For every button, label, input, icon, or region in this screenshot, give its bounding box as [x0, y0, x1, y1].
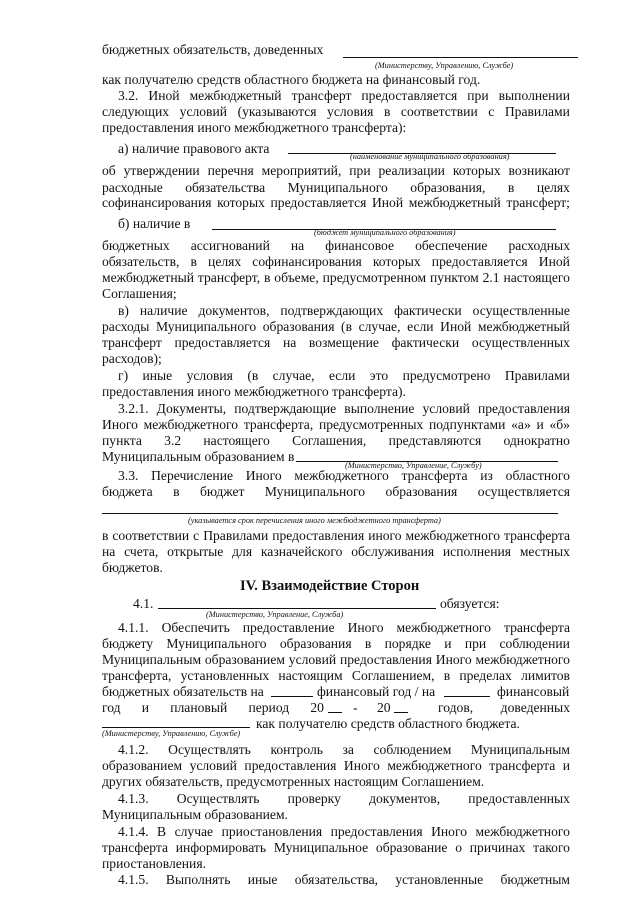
- word: 2.1: [482, 270, 500, 285]
- word: трансферта: [503, 620, 570, 635]
- fill-in-blank: [102, 727, 250, 728]
- word: за: [342, 742, 354, 757]
- text-line: [102, 335, 570, 351]
- word: которых: [372, 254, 421, 269]
- word: случае,: [358, 319, 401, 334]
- word: перечня: [207, 163, 254, 178]
- word: наличие: [139, 303, 188, 318]
- word: возникают: [508, 163, 570, 178]
- word: образования: [262, 319, 335, 334]
- field-caption: (наименование муниципального образования): [350, 152, 510, 161]
- paragraph-4-1-3: [118, 791, 570, 807]
- word: казначейского: [260, 544, 343, 559]
- word: бюджета: [102, 484, 153, 499]
- text-line: [102, 668, 570, 684]
- word: местных: [519, 544, 570, 559]
- word: Выполнять: [165, 872, 231, 887]
- word: в: [507, 180, 515, 195]
- word: образованием: [204, 652, 285, 667]
- word: в: [443, 668, 451, 683]
- word: обязательства: [185, 180, 266, 195]
- word: Муниципального: [264, 484, 366, 499]
- word: предоставления: [330, 824, 423, 839]
- text-line: как получателю средств областного бюджета.: [256, 716, 520, 731]
- word: 20: [310, 700, 324, 715]
- word: предоставляется: [174, 335, 271, 350]
- word: Правилами: [203, 528, 269, 543]
- text-line: [102, 180, 570, 196]
- word: Иной: [440, 319, 472, 334]
- word: г): [118, 368, 129, 383]
- word: о: [455, 840, 462, 855]
- text-line: [102, 840, 570, 856]
- word: 4.1.1.: [118, 620, 149, 635]
- word: областного: [505, 468, 570, 483]
- word: в: [190, 254, 197, 269]
- word: реализации: [378, 163, 445, 178]
- text-line: бюджетных обязательств, доведенных: [102, 42, 324, 57]
- word: на: [282, 335, 297, 350]
- word: возмещение: [308, 335, 379, 350]
- text-line: [102, 270, 570, 286]
- word: в: [263, 270, 271, 285]
- word: межбюджетного: [475, 652, 570, 667]
- clause-c: [118, 303, 570, 319]
- word: фактически: [391, 335, 460, 350]
- word: следующих: [102, 104, 170, 119]
- word: выполнение: [344, 401, 415, 416]
- word: Иного: [102, 417, 138, 432]
- word: случае,: [272, 368, 315, 383]
- word: предоставления: [272, 528, 365, 543]
- word: при: [464, 636, 487, 651]
- paragraph-4-1-2: [118, 742, 570, 758]
- word: бюджету: [102, 636, 154, 651]
- word: настоящего: [203, 433, 270, 448]
- word: Муниципальное: [273, 840, 369, 855]
- word: межбюджетного: [405, 528, 500, 543]
- word: предоставляется: [270, 195, 367, 210]
- word: обслуживания: [351, 544, 435, 559]
- word: лимитов: [521, 668, 570, 683]
- word: (в: [247, 368, 259, 383]
- word: предусмотренных: [318, 417, 424, 432]
- word: подтверждающие: [234, 401, 337, 416]
- word: Муниципального: [287, 180, 388, 195]
- word: 3.2.: [118, 88, 139, 103]
- word: такого: [533, 840, 570, 855]
- word: расходных: [508, 238, 570, 253]
- word: если: [328, 368, 356, 383]
- text-line: [102, 163, 570, 179]
- word: соответствии: [112, 528, 190, 543]
- word: межбюджетный: [408, 195, 501, 210]
- text-line: расходов);: [102, 351, 162, 366]
- word: документов,: [198, 303, 270, 318]
- word: бюджет: [199, 484, 245, 499]
- paragraph-4-1-1: [118, 620, 570, 636]
- word: Муниципальным: [470, 742, 570, 757]
- field-caption: (бюджет муниципального образования): [314, 228, 456, 237]
- word: предусмотренном: [322, 270, 427, 285]
- word: Иной: [371, 195, 404, 210]
- word: софинансирования: [102, 195, 212, 210]
- word: при: [467, 88, 489, 103]
- word: Соглашения,: [292, 433, 367, 448]
- text-line: [102, 254, 570, 270]
- paragraph-4-1-5: [118, 872, 570, 888]
- word: трансферта: [503, 528, 570, 543]
- word: иного: [368, 528, 402, 543]
- word: Иного: [347, 620, 384, 635]
- text-line: Муниципальным образованием в: [102, 449, 295, 464]
- text-line: обязуется:: [440, 596, 500, 611]
- text-line: [102, 319, 570, 335]
- word: 3.3.: [118, 468, 139, 483]
- clause-b: б) наличие в: [118, 216, 191, 231]
- word: случае: [174, 824, 214, 839]
- field-caption: (Министерству, Управлению, Службе): [102, 729, 241, 738]
- word: образования,: [410, 180, 486, 195]
- word: Муниципального: [166, 636, 267, 651]
- word: образованием: [102, 758, 183, 773]
- word: условий: [422, 401, 470, 416]
- word: в: [364, 636, 372, 651]
- word: софинансирования: [252, 254, 362, 269]
- paragraph-3-2: [118, 88, 570, 104]
- text-line: бюджетов.: [102, 560, 163, 575]
- text-line: приостановления.: [102, 856, 206, 871]
- word: причинах: [469, 840, 526, 855]
- text-line: Соглашения;: [102, 286, 177, 301]
- paragraph-4-1: 4.1.: [133, 596, 154, 611]
- word: межбюджетный: [102, 270, 195, 285]
- word: трансферта: [401, 468, 468, 483]
- word: плановый: [170, 700, 228, 715]
- word: трансферта,: [243, 417, 314, 432]
- word: трансферта: [102, 840, 169, 855]
- word: расходы: [102, 319, 150, 334]
- clause-d: [118, 368, 570, 384]
- text-line: [102, 528, 570, 544]
- word: контроль: [270, 742, 323, 757]
- word: (в: [341, 319, 352, 334]
- word: соответствии: [400, 104, 478, 119]
- word: для: [232, 544, 253, 559]
- word: Иной: [148, 88, 180, 103]
- word: объеме,: [274, 270, 319, 285]
- word: межбюджетного: [396, 620, 491, 635]
- word: подпунктами: [429, 417, 506, 432]
- word: предоставляется: [361, 88, 458, 103]
- word: доведенных: [500, 700, 570, 715]
- field-caption: (Министерство, Управление, Служба): [206, 610, 344, 619]
- word: пунктом: [430, 270, 479, 285]
- word: Перечисление: [151, 468, 233, 483]
- word: и: [536, 417, 544, 432]
- word: (указываются: [237, 104, 317, 119]
- word: обеспечение: [415, 238, 488, 253]
- section-heading: IV. Взаимодействие Сторон: [240, 578, 420, 594]
- word: иные: [142, 368, 173, 383]
- word: Иного: [435, 652, 472, 667]
- word: Документы,: [156, 401, 227, 416]
- word: условий: [288, 652, 337, 667]
- word: пункта: [102, 433, 142, 448]
- word: предоставления: [339, 652, 432, 667]
- word: 3.2: [164, 433, 182, 448]
- word: обязательств,: [102, 254, 180, 269]
- word: 4.1.2.: [118, 742, 149, 757]
- word: соблюдением: [373, 742, 452, 757]
- word: осуществленные: [472, 303, 570, 318]
- word: условий: [189, 758, 237, 773]
- word: бюджетных: [102, 238, 170, 253]
- word: с: [193, 528, 200, 543]
- word: установленные: [395, 872, 484, 887]
- word: расходные: [102, 180, 163, 195]
- word: предоставления: [244, 758, 337, 773]
- word: 4.1.5.: [118, 872, 149, 887]
- text-line: [102, 758, 570, 774]
- word: условия: [186, 368, 233, 383]
- paragraph-3-3: [118, 468, 570, 484]
- word: образование: [375, 840, 448, 855]
- text-line: финансовый год / на: [317, 684, 436, 699]
- word: Правилами: [504, 104, 570, 119]
- word: иные: [247, 872, 278, 887]
- text-line: [102, 238, 570, 254]
- word: предоставление: [242, 620, 335, 635]
- paragraph-3-2-1: [118, 401, 570, 417]
- word: межбюджетный: [189, 88, 282, 103]
- field-caption: (Министерству, Управлению, Службе): [375, 61, 514, 70]
- field-caption: (указывается срок перечисления иного межбюджетного трансферта): [188, 516, 441, 525]
- word: предоставления: [477, 401, 570, 416]
- word: пределах: [459, 668, 512, 683]
- text-line: [102, 104, 570, 120]
- text-line: -: [353, 700, 358, 715]
- word: «а»: [511, 417, 531, 432]
- word: финансовое: [325, 238, 395, 253]
- text-line: [102, 195, 570, 211]
- word: в: [102, 528, 109, 543]
- word: трансферта,: [102, 668, 172, 683]
- text-line: Муниципальным образованием.: [102, 807, 288, 822]
- word: и: [444, 636, 452, 651]
- word: предоставленных: [468, 791, 570, 806]
- text-line: [102, 700, 324, 716]
- word: Обеспечить: [161, 620, 230, 635]
- word: при: [349, 163, 371, 178]
- word: «б»: [549, 417, 570, 432]
- word: представляются: [388, 433, 482, 448]
- word: Муниципального: [156, 319, 257, 334]
- word: Осуществлять: [168, 742, 251, 757]
- word: Иного: [245, 468, 282, 483]
- word: выполнении: [498, 88, 570, 103]
- word: условия: [327, 104, 374, 119]
- word: 4.1.3.: [118, 791, 149, 806]
- word: предоставляется: [431, 254, 528, 269]
- word: межбюджетного: [294, 468, 389, 483]
- word: осуществленных: [471, 335, 570, 350]
- text-line: предоставления иного межбюджетного трансферта):: [102, 120, 407, 135]
- word: утверждении: [123, 163, 200, 178]
- word: Правилами: [504, 368, 570, 383]
- word: межбюджетного: [475, 824, 570, 839]
- word: период: [248, 700, 290, 715]
- word: В: [157, 824, 167, 839]
- word: межбюджетного: [387, 758, 482, 773]
- fill-in-blank: [444, 696, 490, 697]
- word: информировать: [175, 840, 267, 855]
- clause-a: а) наличие правового акта: [118, 141, 270, 156]
- word: целях: [536, 180, 570, 195]
- text-line: [102, 417, 570, 433]
- word: если: [407, 319, 434, 334]
- text-line: [438, 700, 570, 716]
- word: счета,: [124, 544, 159, 559]
- word: 3.2.1.: [118, 401, 149, 416]
- word: трансферта: [489, 758, 556, 773]
- fill-in-blank: [328, 712, 342, 713]
- word: межбюджетного: [143, 417, 239, 432]
- text-line: [102, 544, 570, 560]
- fill-in-blank: [102, 513, 558, 514]
- word: и: [562, 758, 570, 773]
- word: 4.1.4.: [118, 824, 149, 839]
- word: которых: [452, 163, 501, 178]
- word: целях: [208, 254, 242, 269]
- word: Иной: [538, 254, 570, 269]
- text-line: 20: [377, 700, 391, 715]
- paragraph-4-1-4: [118, 824, 570, 840]
- word: межбюджетный: [477, 319, 570, 334]
- word: однократно: [503, 433, 570, 448]
- word: с: [488, 104, 495, 119]
- fill-in-blank: [394, 712, 408, 713]
- word: документов,: [369, 791, 441, 806]
- word: ассигнований: [190, 238, 270, 253]
- word: условий: [179, 104, 228, 119]
- word: год: [102, 700, 121, 715]
- fill-in-blank: [343, 57, 578, 58]
- word: настоящим: [278, 668, 343, 683]
- word: открытые: [167, 544, 224, 559]
- word: Иного: [343, 758, 380, 773]
- word: Соглашением,: [351, 668, 435, 683]
- word: образования: [385, 484, 458, 499]
- word: Иного: [431, 824, 468, 839]
- word: предусмотрено: [402, 368, 491, 383]
- word: мероприятий,: [261, 163, 342, 178]
- text-line: [102, 433, 570, 449]
- word: годов,: [438, 700, 474, 715]
- word: приостановления: [221, 824, 323, 839]
- text-line: [102, 484, 570, 500]
- word: трансферт;: [506, 195, 570, 210]
- word: Осуществлять: [176, 791, 260, 806]
- word: трансферт: [291, 88, 352, 103]
- word: осуществляется: [477, 484, 570, 499]
- word: это: [369, 368, 389, 383]
- text-line: бюджетных обязательств на: [102, 684, 264, 699]
- word: соблюдении: [499, 636, 570, 651]
- fill-in-blank: [271, 696, 313, 697]
- word: бюджетным: [500, 872, 570, 887]
- word: в: [383, 104, 391, 119]
- fill-in-blank: [158, 608, 436, 609]
- word: образования: [279, 636, 352, 651]
- word: на: [102, 544, 116, 559]
- word: об: [102, 163, 116, 178]
- word: исполнения: [442, 544, 512, 559]
- text-line: [102, 636, 570, 652]
- word: фактически: [394, 303, 462, 318]
- word: проверку: [287, 791, 341, 806]
- text-line: как получателю средств областного бюджета на финансовый год.: [102, 72, 481, 87]
- word: трансферт,: [197, 270, 261, 285]
- word: которых: [217, 195, 265, 210]
- text-line: других обязательств, предусмотренных настоящим Соглашением.: [102, 774, 485, 789]
- text-line: [102, 652, 570, 668]
- word: на: [290, 238, 305, 253]
- word: настоящего: [503, 270, 570, 285]
- word: порядке: [384, 636, 431, 651]
- field-caption: (Министерство, Управление, Службу): [345, 461, 482, 470]
- word: трансферт: [102, 335, 162, 350]
- text-line: финансовый: [497, 684, 570, 699]
- word: в: [173, 484, 180, 499]
- word: из: [480, 468, 493, 483]
- word: и: [141, 700, 150, 715]
- word: установленных: [180, 668, 270, 683]
- word: Муниципальным: [102, 652, 202, 667]
- text-line: предоставления иного межбюджетного трансферта).: [102, 384, 406, 399]
- word: обязательства,: [294, 872, 379, 887]
- word: подтверждающих: [280, 303, 384, 318]
- word: в): [118, 303, 129, 318]
